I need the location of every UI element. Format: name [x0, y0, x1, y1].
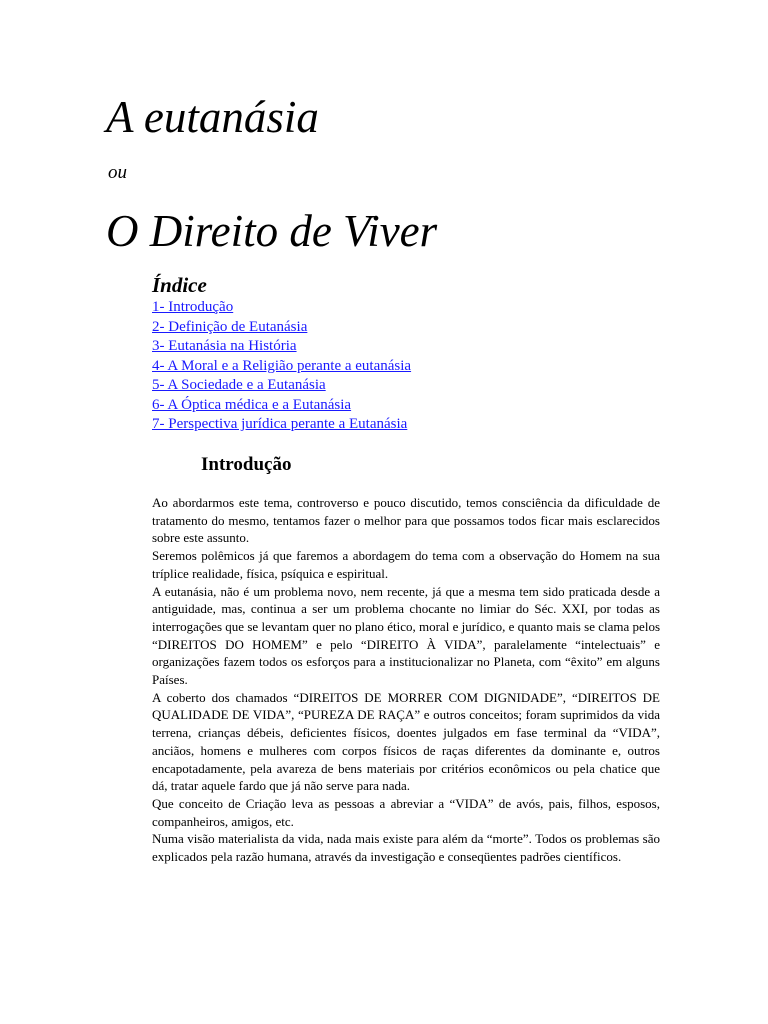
toc-link-moral-religiao[interactable]: 4- A Moral e a Religião perante a eutanásia — [152, 357, 412, 374]
paragraph: Numa visão materialista da vida, nada mais existe para além da “morte”. Todos os problemas são explicados pela razão humana, através da investigação e conseqüentes padrões científicos. — [152, 831, 660, 865]
toc-link-introducao[interactable]: 1- Introdução — [152, 299, 234, 315]
toc-item — [152, 415, 411, 435]
paragraph: A coberto dos chamados “DIREITOS DE MORRER COM DIGNIDADE”, “DIREITOS DE QUALIDADE DE VIDA”, “PUREZA DE RAÇA” e outros conceitos; foram suprimidos da vida terrena, crianças débeis, deficientes físicos, doentes julgados em fase terminal da “VIDA”, anciãos, homens e mulheres com corpos físicos de raças diferentes da dominante e, outros encapotadamente, pela avareza de bens materiais por critérios econômicos ou pela chatice que dá, tratar aquele fardo que já não serve para nada. — [152, 689, 660, 794]
document-title: A eutanásia — [106, 92, 319, 142]
index-heading: Índice — [152, 273, 207, 297]
toc-item — [152, 298, 411, 318]
toc-link-definicao[interactable]: 2- Definição de Eutanásia — [152, 318, 308, 335]
toc-item — [152, 357, 411, 377]
paragraph: A eutanásia, não é um problema novo, nem recente, já que a mesma tem sido praticada desde a antiguidade, mas, continua a ser um problema chocante no limiar do Séc. XXI, por todas as interrogações que se levantam quer no plano ético, moral e jurídico, e quanto mais se clama pelos “DIREITOS DO HOMEM” e pelo “DIREITO À VIDA”, paralelamente “intelectuais” e organizações fazem todos os esforços para a institucionalizar no Planeta, com “êxito” em alguns Países. — [152, 583, 660, 688]
table-of-contents — [152, 298, 411, 435]
toc-link-optica-medica[interactable]: 6- A Óptica médica e a Eutanásia — [152, 396, 352, 413]
paragraph: Que conceito de Criação leva as pessoas a abreviar a “VIDA” de avós, pais, filhos, esposos, companheiros, amigos, etc. — [152, 795, 660, 829]
toc-link-sociedade[interactable]: 5- A Sociedade e a Eutanásia — [152, 377, 326, 393]
toc-item — [152, 396, 411, 416]
toc-item — [152, 318, 411, 338]
title-connector: ou — [108, 162, 127, 183]
toc-item — [152, 376, 411, 396]
document-subtitle: O Direito de Viver — [106, 206, 438, 256]
paragraph: Ao abordarmos este tema, controverso e pouco discutido, temos consciência da dificuldade de tratamento do mesmo, tentamos fazer o melhor para que possamos todos ficar mais esclarecidos sobre este assunto. — [152, 495, 660, 546]
introduction-body — [152, 494, 660, 866]
toc-link-historia[interactable]: 3- Eutanásia na História — [152, 338, 297, 354]
paragraph: Seremos polêmicos já que faremos a abordagem do tema com a observação do Homem na sua tríplice realidade, física, psíquica e espiritual. — [152, 548, 660, 581]
section-heading-introducao: Introdução — [201, 454, 292, 475]
toc-item — [152, 337, 411, 357]
toc-link-perspectiva-juridica[interactable]: 7- Perspectiva jurídica perante a Eutanásia — [152, 416, 408, 432]
